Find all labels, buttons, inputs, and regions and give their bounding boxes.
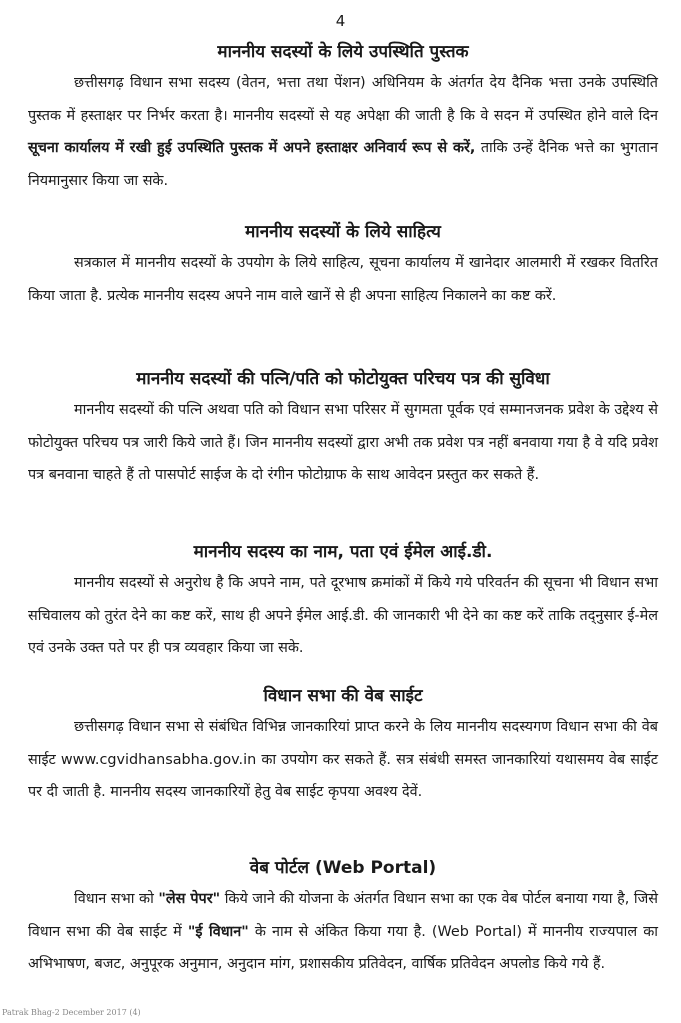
section-title: वेब पोर्टल (Web Portal) <box>249 858 437 878</box>
section-literature <box>28 220 658 312</box>
section-website <box>28 684 658 809</box>
bold-emphasis: सूचना कार्यालय में रखी हुई उपस्थिति पुस्तक में अपने हस्ताक्षर अनिवार्य रूप से करें, <box>28 140 476 156</box>
page-footer: Patrak Bhag-2 December 2017 (4) <box>2 1008 141 1017</box>
section-body: सत्रकाल में माननीय सदस्यों के उपयोग के लिये साहित्य, सूचना कार्यालय में खानेदार आलमारी में रखकर वितरित किया जाता है. प्रत्येक माननीय सदस्य अपने नाम वाले खानें से ही अपना साहित्य निकालने का कष्ट करें. <box>28 255 658 304</box>
bold-emphasis: "ई विधान" <box>187 923 249 940</box>
section-body: छत्तीसगढ़ विधान सभा से संबंधित विभिन्न जानकारियां प्राप्त करने के लिय माननीय सदस्यगण विधान सभा की वेब साईट www.cgvidhansabha.gov.in का उपयोग कर सकते हैं. सत्र संबंधी समस्त जानकारियां यथासमय वेब साईट पर दी जाती है. माननीय सदस्य जानकारियों हेतु वेब साईट कृपया अवश्य देवें. <box>28 719 658 800</box>
section-body: विधान सभा को "लेस पेपर" किये जाने की योजना के अंतर्गत विधान सभा का एक वेब पोर्टल बनाया गया है, जिसे विधान सभा की वेब साईट में "ई विधान" के नाम से अंकित किया गया है. (Web Portal) में माननीय राज्यपाल का अभिभाषण, बजट, अनुपूरक अनुमान, अनुदान मांग, प्रशासकीय प्रतिवेदन, वार्षिक प्रतिवेदन अपलोड किये गये हैं. <box>28 891 658 972</box>
section-body: माननीय सदस्यों की पत्नि अथवा पति को विधान सभा परिसर में सुगमता पूर्वक एवं सम्मानजनक प्रवेश के उद्देश्य से फोटोयुक्त परिचय पत्र जारी किये जाते हैं। जिन माननीय सदस्यों द्वारा अभी तक प्रवेश पत्र नहीं बनवाया गया है वे यदि प्रवेश पत्र बनवाना चाहते हैं तो पासपोर्ट साईज के दो रंगीन फोटोग्राफ के साथ आवेदन प्रस्तुत कर सकते हैं. <box>28 402 658 483</box>
section-spouse-id-card <box>28 367 658 492</box>
section-body: माननीय सदस्यों से अनुरोध है कि अपने नाम, पते दूरभाष क्रमांकों में किये गये परिवर्तन की सूचना भी विधान सभा सचिवालय को तुरंत देने का कष्ट करें, साथ ही अपने ईमेल आई.डी. की जानकारी भी देने का कष्ट करें ताकि तद्नुसार ई-मेल एवं उनके उक्त पते पर ही पत्र व्यवहार किया जा सके. <box>28 575 658 656</box>
section-title: माननीय सदस्यों की पत्नि/पति को फोटोयुक्त परिचय पत्र की सुविधा <box>136 369 550 389</box>
section-attendance-register <box>28 40 658 197</box>
section-title: माननीय सदस्य का नाम, पता एवं ईमेल आई.डी. <box>193 542 493 562</box>
section-contact-details <box>28 540 658 665</box>
section-title: माननीय सदस्यों के लिये साहित्य <box>245 222 441 242</box>
section-web-portal <box>28 856 658 981</box>
section-title: विधान सभा की वेब साईट <box>263 686 423 706</box>
page-number: 4 <box>335 12 346 30</box>
section-body: छत्तीसगढ़ विधान सभा सदस्य (वेतन, भत्ता तथा पेंशन) अधिनियम के अंतर्गत देय दैनिक भत्ता उनके उपस्थिति पुस्तक में हस्ताक्षर पर निर्भर करता है। माननीय सदस्यों से यह अपेक्षा की जाती है कि वे सदन में उपस्थित होने वाले दिन सूचना कार्यालय में रखी हुई उपस्थिति पुस्तक में अपने हस्ताक्षर अनिवार्य रूप से करें, ताकि उन्हें दैनिक भत्ते का भुगतान नियमानुसार किया जा सके. <box>28 75 658 189</box>
bold-emphasis: "लेस पेपर" <box>158 891 221 907</box>
section-title: माननीय सदस्यों के लिये उपस्थिति पुस्तक <box>217 42 469 62</box>
